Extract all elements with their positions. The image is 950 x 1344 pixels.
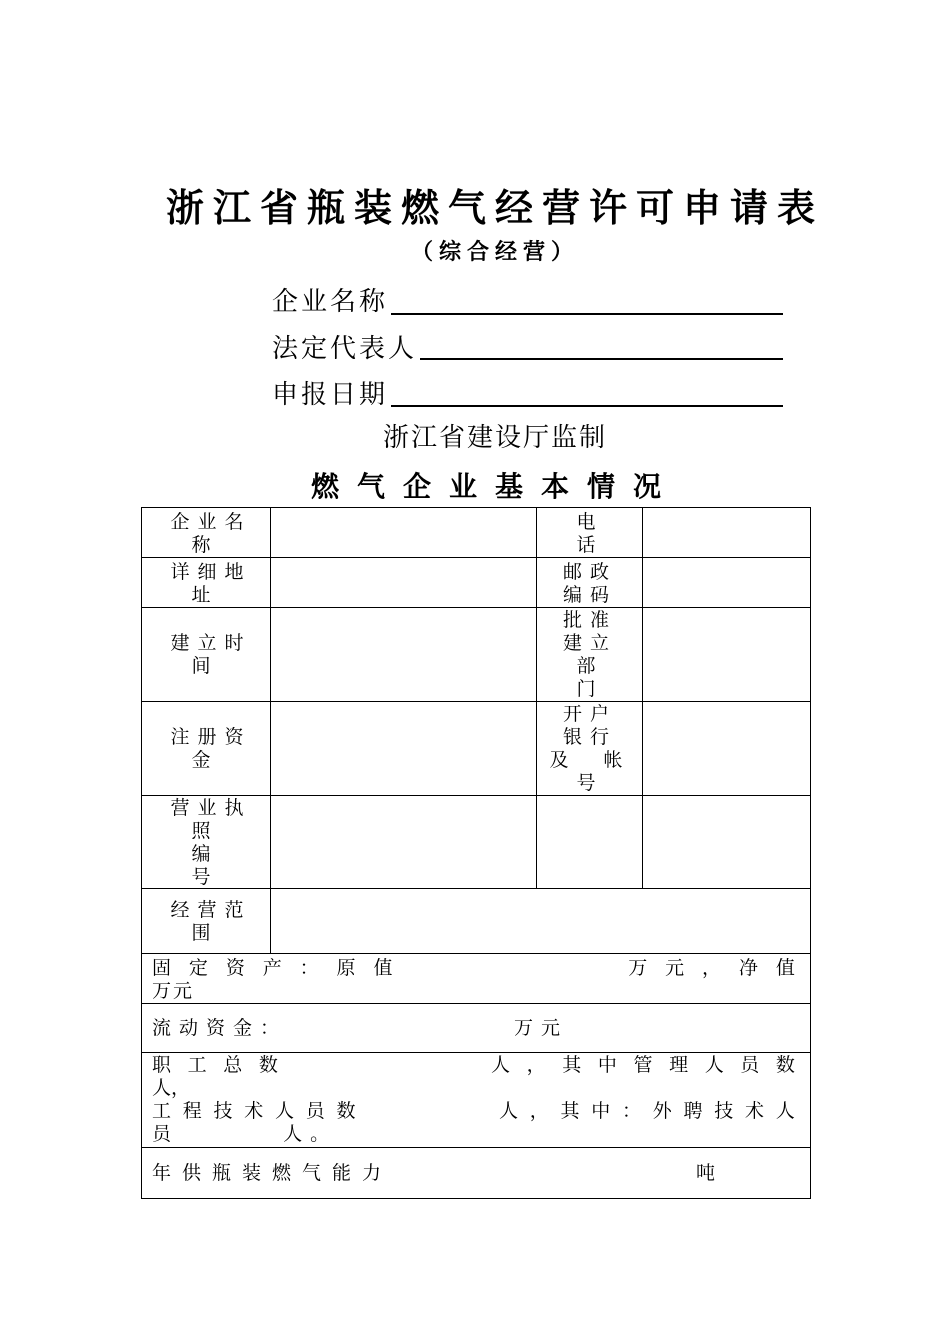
bank-header: [539, 703, 641, 795]
header-line: 开户: [562, 703, 617, 725]
word: 中: [597, 1054, 617, 1076]
word: 中: [591, 1100, 611, 1122]
supervisor-text: 浙江省建设厅监制: [382, 423, 607, 453]
section-title: 燃气企业基本情况: [310, 470, 679, 503]
row-divider: [141, 1003, 811, 1004]
blank: [367, 1100, 487, 1123]
license-input[interactable]: [271, 796, 536, 888]
word: 其: [560, 1100, 580, 1122]
postcode-header: [539, 561, 641, 607]
word: 值: [775, 957, 795, 979]
table-border-right: [810, 507, 811, 1199]
table-border-bottom: [141, 1198, 811, 1199]
word: 固: [152, 957, 172, 979]
phone-input[interactable]: [643, 508, 810, 557]
word: ，: [526, 1054, 546, 1076]
header-line: 银行: [562, 726, 617, 748]
approval-input[interactable]: [643, 608, 810, 701]
staff-line-3: [152, 1100, 795, 1123]
header-line: 门: [576, 678, 604, 700]
word: 人: [275, 1100, 295, 1122]
header-line: 部: [576, 655, 604, 677]
phone-header: [539, 511, 641, 557]
row-divider: [141, 953, 811, 954]
header-line: 编码: [562, 584, 617, 606]
header-line: 址: [191, 584, 219, 606]
word: 工: [152, 1100, 172, 1122]
word: 员: [740, 1054, 760, 1076]
company-name-label: 企业名称: [272, 287, 389, 317]
fixed-assets-row: [152, 957, 795, 1003]
page-subtitle: （综合经营）: [410, 240, 579, 265]
founded-header: [145, 632, 265, 678]
header-line: 金: [191, 749, 219, 771]
header-line: 详细地: [170, 561, 252, 583]
header-line: 经营范: [170, 899, 252, 921]
header-line: 号: [576, 772, 604, 794]
word: 其: [562, 1054, 582, 1076]
word: 数: [258, 1054, 278, 1076]
address-input[interactable]: [271, 558, 536, 607]
company-name-input[interactable]: [271, 508, 536, 557]
bank-input[interactable]: [643, 702, 810, 795]
scope-header: [145, 899, 265, 945]
word: 产: [262, 957, 282, 979]
word: 数: [775, 1054, 795, 1076]
word: 数: [336, 1100, 356, 1122]
basic-info-table: [141, 507, 811, 1199]
staff-line-2: 人，: [152, 1077, 191, 1099]
header-line: 间: [191, 655, 219, 677]
word: 程: [182, 1100, 202, 1122]
word: 定: [188, 957, 208, 979]
company-name-field[interactable]: [391, 313, 783, 315]
word: 技: [714, 1100, 734, 1122]
header-line: 建立: [562, 632, 617, 654]
header-line: 照: [191, 820, 219, 842]
capacity-label: 年供瓶装燃气能力: [152, 1162, 393, 1184]
header-line: 话: [576, 534, 604, 556]
fixed-assets-unit: 万元: [152, 980, 195, 1002]
word: 人: [498, 1100, 518, 1122]
word: 原: [336, 957, 356, 979]
word: 总: [223, 1054, 243, 1076]
word: 理: [669, 1054, 689, 1076]
word: ，: [529, 1100, 549, 1122]
blank: [410, 957, 610, 980]
row-divider: [141, 1052, 811, 1053]
word: 术: [244, 1100, 264, 1122]
founded-input[interactable]: [271, 608, 536, 701]
word: 值: [373, 957, 393, 979]
word: 职: [152, 1054, 172, 1076]
word: 净: [738, 957, 758, 979]
scope-input[interactable]: [271, 889, 810, 953]
address-header: [145, 561, 265, 607]
word: 管: [633, 1054, 653, 1076]
header-line: 注册资: [170, 726, 252, 748]
legal-rep-label: 法定代表人: [272, 334, 418, 364]
word: 万: [628, 957, 648, 979]
word: 人。: [283, 1123, 338, 1145]
capital-input[interactable]: [271, 702, 536, 795]
license-extra-input-2[interactable]: [643, 796, 810, 888]
license-extra-input[interactable]: [537, 796, 642, 888]
postcode-input[interactable]: [643, 558, 810, 607]
word: 聘: [683, 1100, 703, 1122]
header-line: 企业名: [170, 511, 252, 533]
header-line: 电: [576, 511, 604, 533]
current-assets-label: 流动资金：: [152, 1017, 288, 1039]
approval-header: [539, 609, 641, 701]
word: 技: [213, 1100, 233, 1122]
word: 资: [225, 957, 245, 979]
word: 人: [491, 1054, 511, 1076]
header-line: 建立时: [170, 632, 252, 654]
header-line: 营业执: [170, 797, 252, 819]
word: 外: [652, 1100, 672, 1122]
staff-row: [152, 1054, 795, 1146]
header-line: 编: [191, 843, 219, 865]
word: 员: [152, 1123, 172, 1145]
header-line: 号: [191, 866, 219, 888]
word: ：: [621, 1100, 641, 1122]
word: 人: [775, 1100, 795, 1122]
staff-line-4: [152, 1123, 795, 1146]
table-border-left: [141, 507, 142, 1199]
capital-header: [145, 726, 265, 772]
current-assets-unit: 万元: [514, 1017, 569, 1039]
license-header: [145, 797, 265, 889]
capacity-unit: 吨: [696, 1162, 716, 1184]
word: ：: [299, 957, 319, 979]
row-divider: [141, 1147, 811, 1148]
date-field[interactable]: [391, 405, 783, 407]
word: 员: [305, 1100, 325, 1122]
header-line: 围: [191, 922, 219, 944]
blank: [294, 1054, 474, 1077]
fixed-assets-line: [152, 957, 795, 980]
header-line: 称: [191, 534, 219, 556]
staff-line-1: [152, 1054, 795, 1077]
word: ，: [702, 957, 722, 979]
word: 人: [704, 1054, 724, 1076]
header-line: 邮政: [562, 561, 617, 583]
legal-rep-field[interactable]: [420, 358, 783, 360]
word: 术: [744, 1100, 764, 1122]
header-line: 及 帐: [549, 749, 631, 771]
header-line: 批准: [562, 609, 617, 631]
word: 工: [187, 1054, 207, 1076]
word: 元: [665, 957, 685, 979]
date-label: 申报日期: [272, 380, 389, 410]
page-title: 浙江省瓶装燃气经营许可申请表: [165, 186, 824, 230]
company-name-header: [145, 511, 265, 557]
